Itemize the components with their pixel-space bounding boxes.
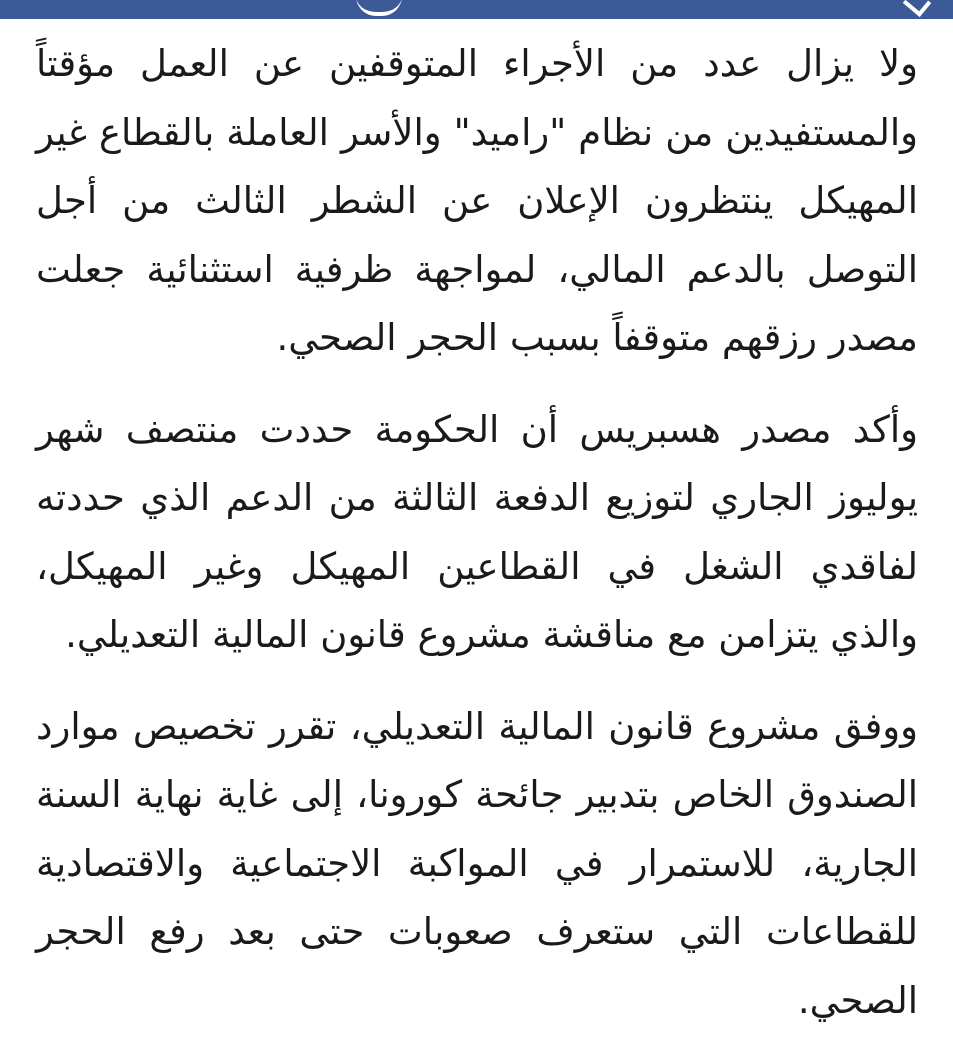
app-header-bar [0, 0, 953, 19]
header-title-fragment-icon [356, 0, 402, 16]
header-check-icon [903, 0, 931, 17]
article-paragraph-1: ولا يزال عدد من الأجراء المتوقفين عن العمل مؤقتاً والمستفيدين من نظام "راميد" والأسر العاملة بالقطاع غير المهيكل ينتظرون الإعلان عن الشطر الثالث من أجل التوصل بالدعم المالي، لمواجهة ظرفية استثنائية جعلت مصدر رزقهم متوقفاً بسبب الحجر الصحي. [36, 42, 918, 359]
article-paragraph-2: وأكد مصدر هسبريس أن الحكومة حددت منتصف شهر يوليوز الجاري لتوزيع الدفعة الثالثة من الدعم الذي حددته لفاقدي الشغل في القطاعين المهيكل وغير المهيكل، والذي يتزامن مع مناقشة مشروع قانون المالية التعديلي. [36, 407, 918, 656]
article-paragraph-3: ووفق مشروع قانون المالية التعديلي، تقرر تخصيص موارد الصندوق الخاص بتدبير جائحة كورونا، إلى غاية نهاية السنة الجارية، للاستمرار في المواكبة الاجتماعية والاقتصادية للقطاعات التي ستعرف صعوبات حتى بعد رفع الحجر الصحي. [36, 704, 918, 1022]
article-body [36, 30, 918, 1058]
